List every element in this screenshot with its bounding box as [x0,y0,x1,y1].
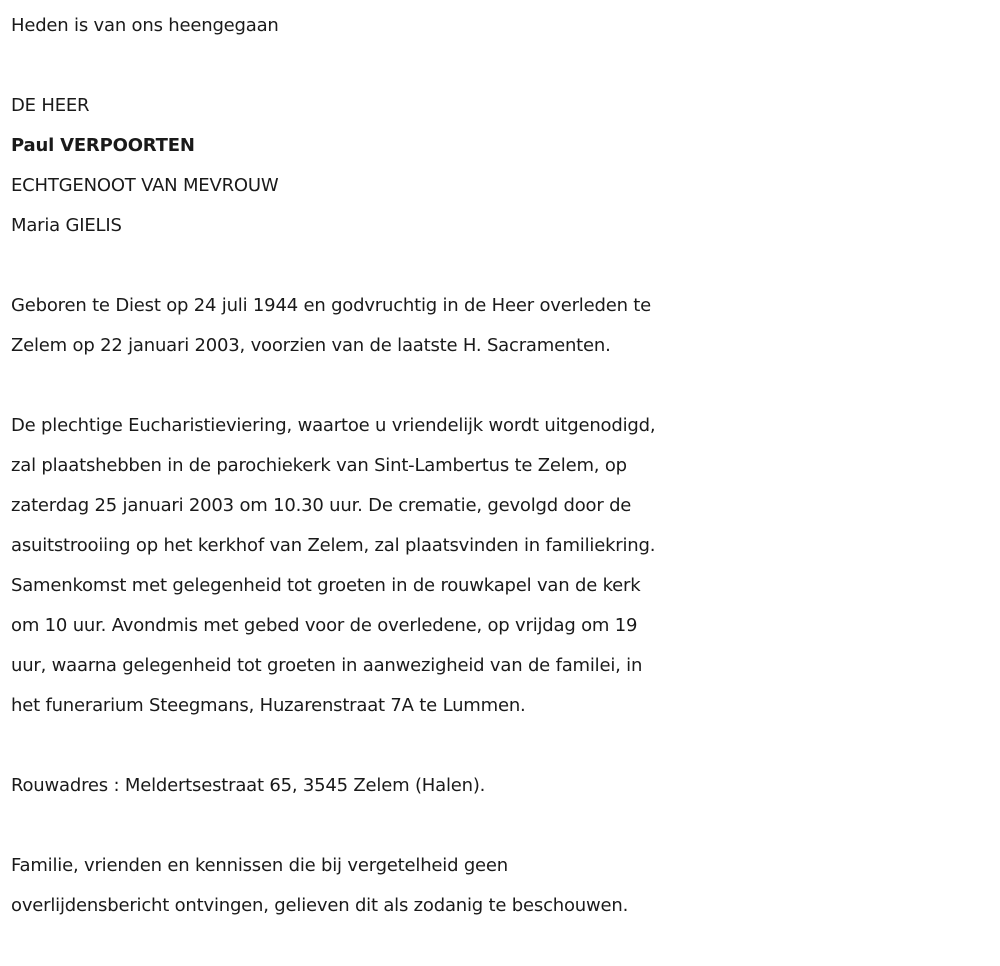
closing-paragraph [11,846,996,926]
paragraph-line: uur, waarna gelegenheid tot groeten in aanwezigheid van de familei, in [11,655,643,676]
paragraph-line: asuitstrooiing op het kerkhof van Zelem, zal plaatsvinden in familiekring. [11,535,656,556]
paragraph-line: Samenkomst met gelegenheid tot groeten in de rouwkapel van de kerk [11,575,641,596]
paragraph-line: zal plaatshebben in de parochiekerk van Sint-Lambertus te Zelem, op [11,455,627,476]
paragraph-line: het funerarium Steegmans, Huzarenstraat 7A te Lummen. [11,695,526,716]
paragraph-line: Familie, vrienden en kennissen die bij vergetelheid geen [11,855,509,876]
paragraph-line: overlijdensbericht ontvingen, gelieven dit als zodanig te beschouwen. [11,895,629,916]
intro-text: Heden is van ons heengegaan [11,15,279,36]
paragraph-line: De plechtige Eucharistieviering, waartoe u vriendelijk wordt uitgenodigd, [11,415,656,436]
birth-death-paragraph [11,286,996,366]
paragraph-line: om 10 uur. Avondmis met gebed voor de overledene, op vrijdag om 19 [11,615,638,636]
title-prefix: DE HEER [11,95,90,116]
spacer [11,726,996,766]
ceremony-paragraph [11,406,996,726]
spacer [11,806,996,846]
spacer [11,366,996,406]
paragraph-line: zaterdag 25 januari 2003 om 10.30 uur. De crematie, gevolgd door de [11,495,632,516]
spacer [11,46,996,86]
spacer [11,246,996,286]
spouse-label: ECHTGENOOT VAN MEVROUW [11,175,279,196]
mourning-address: Rouwadres : Meldertsestraat 65, 3545 Zelem (Halen). [11,775,486,796]
deceased-name: Paul VERPOORTEN [11,135,195,156]
paragraph-line: Zelem op 22 januari 2003, voorzien van de laatste H. Sacramenten. [11,335,611,356]
paragraph-line: Geboren te Diest op 24 juli 1944 en godvruchtig in de Heer overleden te [11,295,652,316]
spouse-name: Maria GIELIS [11,215,122,236]
obituary-notice [11,6,996,926]
